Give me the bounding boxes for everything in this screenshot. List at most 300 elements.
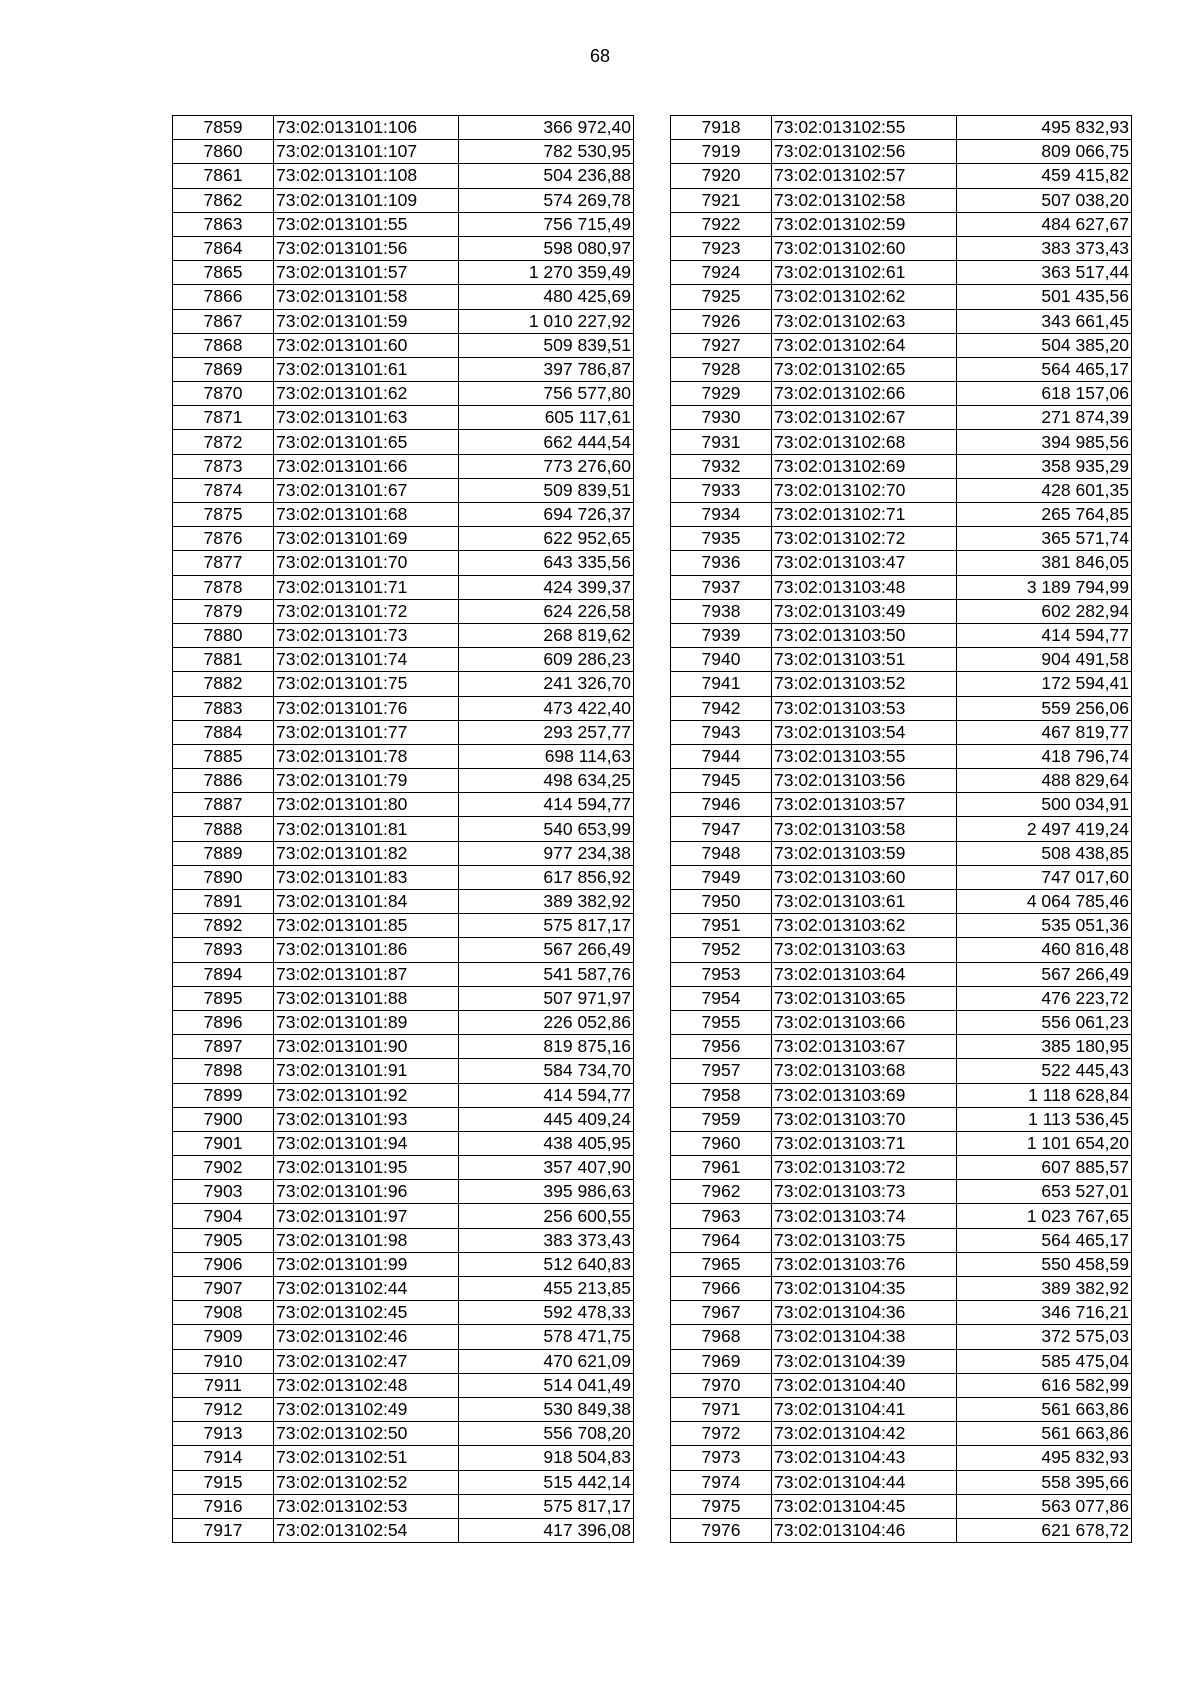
cadastral-number-cell: 73:02:013104:40 (772, 1373, 957, 1397)
cadastral-number-cell: 73:02:013101:83 (274, 865, 459, 889)
table-row (173, 1349, 634, 1373)
table-row (671, 116, 1132, 140)
table-row (173, 1107, 634, 1131)
cadastral-number-cell: 73:02:013102:68 (772, 430, 957, 454)
value-cell: 556 708,20 (459, 1422, 634, 1446)
value-cell: 609 286,23 (459, 648, 634, 672)
value-cell: 389 382,92 (957, 1277, 1132, 1301)
row-number-cell: 7920 (671, 164, 772, 188)
table-row (671, 454, 1132, 478)
row-number-cell: 7960 (671, 1131, 772, 1155)
table-row (173, 454, 634, 478)
value-cell: 507 971,97 (459, 986, 634, 1010)
table-row (173, 1446, 634, 1470)
table-row (173, 769, 634, 793)
cadastral-number-cell: 73:02:013101:56 (274, 236, 459, 260)
table-row (671, 744, 1132, 768)
value-cell: 904 491,58 (957, 648, 1132, 672)
cadastral-number-cell: 73:02:013101:67 (274, 478, 459, 502)
value-cell: 480 425,69 (459, 285, 634, 309)
cadastral-number-cell: 73:02:013102:53 (274, 1494, 459, 1518)
table-row (671, 793, 1132, 817)
cadastral-number-cell: 73:02:013104:46 (772, 1518, 957, 1542)
cadastral-number-cell: 73:02:013103:73 (772, 1180, 957, 1204)
row-number-cell: 7961 (671, 1156, 772, 1180)
table-row (671, 938, 1132, 962)
value-cell: 268 819,62 (459, 623, 634, 647)
value-cell: 500 034,91 (957, 793, 1132, 817)
cadastral-number-cell: 73:02:013102:62 (772, 285, 957, 309)
value-cell: 498 634,25 (459, 769, 634, 793)
value-cell: 592 478,33 (459, 1301, 634, 1325)
table-row (671, 1325, 1132, 1349)
row-number-cell: 7914 (173, 1446, 274, 1470)
table-row (173, 1228, 634, 1252)
table-row (173, 164, 634, 188)
row-number-cell: 7964 (671, 1228, 772, 1252)
value-cell: 585 475,04 (957, 1349, 1132, 1373)
value-cell: 653 527,01 (957, 1180, 1132, 1204)
value-cell: 564 465,17 (957, 357, 1132, 381)
value-cell: 809 066,75 (957, 140, 1132, 164)
value-cell: 473 422,40 (459, 696, 634, 720)
value-cell: 381 846,05 (957, 551, 1132, 575)
value-cell: 747 017,60 (957, 865, 1132, 889)
table-row (173, 1083, 634, 1107)
cadastral-number-cell: 73:02:013101:65 (274, 430, 459, 454)
cadastral-number-cell: 73:02:013101:55 (274, 212, 459, 236)
table-row (173, 212, 634, 236)
row-number-cell: 7916 (173, 1494, 274, 1518)
value-cell: 567 266,49 (459, 938, 634, 962)
row-number-cell: 7889 (173, 841, 274, 865)
row-number-cell: 7967 (671, 1301, 772, 1325)
table-row (173, 865, 634, 889)
cadastral-number-cell: 73:02:013103:70 (772, 1107, 957, 1131)
table-row (173, 623, 634, 647)
cadastral-number-cell: 73:02:013101:73 (274, 623, 459, 647)
value-cell: 621 678,72 (957, 1518, 1132, 1542)
cadastral-number-cell: 73:02:013103:59 (772, 841, 957, 865)
row-number-cell: 7921 (671, 188, 772, 212)
row-number-cell: 7873 (173, 454, 274, 478)
table-row (671, 769, 1132, 793)
value-cell: 559 256,06 (957, 696, 1132, 720)
value-cell: 756 715,49 (459, 212, 634, 236)
row-number-cell: 7907 (173, 1277, 274, 1301)
cadastral-number-cell: 73:02:013102:51 (274, 1446, 459, 1470)
cadastral-number-cell: 73:02:013103:75 (772, 1228, 957, 1252)
row-number-cell: 7882 (173, 672, 274, 696)
table-row (173, 1494, 634, 1518)
value-cell: 385 180,95 (957, 1035, 1132, 1059)
row-number-cell: 7870 (173, 382, 274, 406)
cadastral-number-cell: 73:02:013103:57 (772, 793, 957, 817)
cadastral-table-left (172, 115, 634, 1543)
table-row (671, 212, 1132, 236)
cadastral-number-cell: 73:02:013102:65 (772, 357, 957, 381)
value-cell: 605 117,61 (459, 406, 634, 430)
cadastral-number-cell: 73:02:013103:53 (772, 696, 957, 720)
row-number-cell: 7934 (671, 503, 772, 527)
row-number-cell: 7940 (671, 648, 772, 672)
table-row (173, 1397, 634, 1421)
cadastral-number-cell: 73:02:013101:96 (274, 1180, 459, 1204)
value-cell: 622 952,65 (459, 527, 634, 551)
table-row (173, 1059, 634, 1083)
cadastral-number-cell: 73:02:013102:66 (772, 382, 957, 406)
value-cell: 226 052,86 (459, 1010, 634, 1034)
cadastral-number-cell: 73:02:013103:49 (772, 599, 957, 623)
cadastral-number-cell: 73:02:013102:56 (772, 140, 957, 164)
cadastral-number-cell: 73:02:013104:38 (772, 1325, 957, 1349)
value-cell: 1 023 767,65 (957, 1204, 1132, 1228)
row-number-cell: 7904 (173, 1204, 274, 1228)
cadastral-number-cell: 73:02:013101:97 (274, 1204, 459, 1228)
row-number-cell: 7911 (173, 1373, 274, 1397)
row-number-cell: 7896 (173, 1010, 274, 1034)
value-cell: 417 396,08 (459, 1518, 634, 1542)
table-row (671, 309, 1132, 333)
table-row (173, 116, 634, 140)
table-row (173, 1156, 634, 1180)
table-row (671, 817, 1132, 841)
row-number-cell: 7947 (671, 817, 772, 841)
row-number-cell: 7881 (173, 648, 274, 672)
value-cell: 598 080,97 (459, 236, 634, 260)
table-row (671, 720, 1132, 744)
table-row (671, 382, 1132, 406)
row-number-cell: 7865 (173, 261, 274, 285)
row-number-cell: 7883 (173, 696, 274, 720)
value-cell: 698 114,63 (459, 744, 634, 768)
value-cell: 584 734,70 (459, 1059, 634, 1083)
table-row (173, 430, 634, 454)
cadastral-number-cell: 73:02:013103:58 (772, 817, 957, 841)
table-row (173, 1470, 634, 1494)
row-number-cell: 7948 (671, 841, 772, 865)
table-row (671, 1518, 1132, 1542)
cadastral-number-cell: 73:02:013102:67 (772, 406, 957, 430)
value-cell: 459 415,82 (957, 164, 1132, 188)
cadastral-number-cell: 73:02:013103:72 (772, 1156, 957, 1180)
value-cell: 694 726,37 (459, 503, 634, 527)
value-cell: 643 335,56 (459, 551, 634, 575)
row-number-cell: 7933 (671, 478, 772, 502)
value-cell: 256 600,55 (459, 1204, 634, 1228)
value-cell: 428 601,35 (957, 478, 1132, 502)
value-cell: 535 051,36 (957, 914, 1132, 938)
table-row (173, 1204, 634, 1228)
table-row (671, 1422, 1132, 1446)
table-row (173, 793, 634, 817)
row-number-cell: 7930 (671, 406, 772, 430)
row-number-cell: 7937 (671, 575, 772, 599)
row-number-cell: 7924 (671, 261, 772, 285)
table-row (671, 430, 1132, 454)
row-number-cell: 7925 (671, 285, 772, 309)
table-row (671, 1277, 1132, 1301)
cadastral-number-cell: 73:02:013101:81 (274, 817, 459, 841)
table-row (173, 357, 634, 381)
cadastral-number-cell: 73:02:013101:63 (274, 406, 459, 430)
value-cell: 541 587,76 (459, 962, 634, 986)
table-row (671, 575, 1132, 599)
value-cell: 265 764,85 (957, 503, 1132, 527)
value-cell: 467 819,77 (957, 720, 1132, 744)
cadastral-number-cell: 73:02:013103:66 (772, 1010, 957, 1034)
cadastral-number-cell: 73:02:013103:50 (772, 623, 957, 647)
row-number-cell: 7899 (173, 1083, 274, 1107)
row-number-cell: 7869 (173, 357, 274, 381)
value-cell: 1 010 227,92 (459, 309, 634, 333)
cadastral-number-cell: 73:02:013101:74 (274, 648, 459, 672)
row-number-cell: 7963 (671, 1204, 772, 1228)
value-cell: 460 816,48 (957, 938, 1132, 962)
table-row (671, 1228, 1132, 1252)
value-cell: 578 471,75 (459, 1325, 634, 1349)
table-row (671, 1059, 1132, 1083)
cadastral-number-cell: 73:02:013101:58 (274, 285, 459, 309)
cadastral-number-cell: 73:02:013104:35 (772, 1277, 957, 1301)
table-row (671, 1470, 1132, 1494)
cadastral-number-cell: 73:02:013101:80 (274, 793, 459, 817)
row-number-cell: 7946 (671, 793, 772, 817)
row-number-cell: 7943 (671, 720, 772, 744)
cadastral-number-cell: 73:02:013102:64 (772, 333, 957, 357)
cadastral-number-cell: 73:02:013104:42 (772, 1422, 957, 1446)
row-number-cell: 7962 (671, 1180, 772, 1204)
cadastral-number-cell: 73:02:013102:46 (274, 1325, 459, 1349)
row-number-cell: 7866 (173, 285, 274, 309)
table-row (173, 551, 634, 575)
value-cell: 363 517,44 (957, 261, 1132, 285)
row-number-cell: 7952 (671, 938, 772, 962)
value-cell: 488 829,64 (957, 769, 1132, 793)
value-cell: 438 405,95 (459, 1131, 634, 1155)
cadastral-number-cell: 73:02:013102:63 (772, 309, 957, 333)
row-number-cell: 7892 (173, 914, 274, 938)
row-number-cell: 7974 (671, 1470, 772, 1494)
row-number-cell: 7895 (173, 986, 274, 1010)
row-number-cell: 7915 (173, 1470, 274, 1494)
value-cell: 918 504,83 (459, 1446, 634, 1470)
value-cell: 509 839,51 (459, 478, 634, 502)
row-number-cell: 7919 (671, 140, 772, 164)
value-cell: 819 875,16 (459, 1035, 634, 1059)
cadastral-number-cell: 73:02:013101:71 (274, 575, 459, 599)
row-number-cell: 7966 (671, 1277, 772, 1301)
table-row (671, 261, 1132, 285)
cadastral-number-cell: 73:02:013101:89 (274, 1010, 459, 1034)
value-cell: 1 113 536,45 (957, 1107, 1132, 1131)
table-row (173, 938, 634, 962)
row-number-cell: 7971 (671, 1397, 772, 1421)
value-cell: 773 276,60 (459, 454, 634, 478)
row-number-cell: 7950 (671, 890, 772, 914)
row-number-cell: 7929 (671, 382, 772, 406)
row-number-cell: 7935 (671, 527, 772, 551)
value-cell: 1 101 654,20 (957, 1131, 1132, 1155)
row-number-cell: 7880 (173, 623, 274, 647)
value-cell: 977 234,38 (459, 841, 634, 865)
value-cell: 172 594,41 (957, 672, 1132, 696)
row-number-cell: 7959 (671, 1107, 772, 1131)
table-row (671, 1035, 1132, 1059)
table-row (671, 1252, 1132, 1276)
value-cell: 504 385,20 (957, 333, 1132, 357)
cadastral-number-cell: 73:02:013103:63 (772, 938, 957, 962)
cadastral-number-cell: 73:02:013104:44 (772, 1470, 957, 1494)
row-number-cell: 7949 (671, 865, 772, 889)
table-row (173, 696, 634, 720)
table-row (671, 648, 1132, 672)
table-row (173, 188, 634, 212)
cadastral-number-cell: 73:02:013102:54 (274, 1518, 459, 1542)
value-cell: 556 061,23 (957, 1010, 1132, 1034)
row-number-cell: 7884 (173, 720, 274, 744)
row-number-cell: 7931 (671, 430, 772, 454)
row-number-cell: 7958 (671, 1083, 772, 1107)
row-number-cell: 7927 (671, 333, 772, 357)
cadastral-number-cell: 73:02:013102:72 (772, 527, 957, 551)
cadastral-number-cell: 73:02:013103:76 (772, 1252, 957, 1276)
cadastral-number-cell: 73:02:013103:64 (772, 962, 957, 986)
value-cell: 509 839,51 (459, 333, 634, 357)
table-row (671, 1010, 1132, 1034)
row-number-cell: 7913 (173, 1422, 274, 1446)
table-row (173, 890, 634, 914)
table-row (671, 841, 1132, 865)
cadastral-number-cell: 73:02:013102:48 (274, 1373, 459, 1397)
row-number-cell: 7905 (173, 1228, 274, 1252)
value-cell: 624 226,58 (459, 599, 634, 623)
cadastral-number-cell: 73:02:013103:69 (772, 1083, 957, 1107)
row-number-cell: 7972 (671, 1422, 772, 1446)
table-row (671, 1446, 1132, 1470)
table-row (671, 188, 1132, 212)
cadastral-number-cell: 73:02:013101:90 (274, 1035, 459, 1059)
row-number-cell: 7877 (173, 551, 274, 575)
value-cell: 607 885,57 (957, 1156, 1132, 1180)
cadastral-number-cell: 73:02:013102:58 (772, 188, 957, 212)
row-number-cell: 7876 (173, 527, 274, 551)
value-cell: 424 399,37 (459, 575, 634, 599)
value-cell: 501 435,56 (957, 285, 1132, 309)
row-number-cell: 7910 (173, 1349, 274, 1373)
value-cell: 618 157,06 (957, 382, 1132, 406)
cadastral-number-cell: 73:02:013101:75 (274, 672, 459, 696)
value-cell: 418 796,74 (957, 744, 1132, 768)
table-row (173, 1518, 634, 1542)
table-row (671, 962, 1132, 986)
cadastral-number-cell: 73:02:013101:99 (274, 1252, 459, 1276)
value-cell: 561 663,86 (957, 1422, 1132, 1446)
value-cell: 617 856,92 (459, 865, 634, 889)
table-row (671, 236, 1132, 260)
cadastral-number-cell: 73:02:013103:65 (772, 986, 957, 1010)
value-cell: 1 118 628,84 (957, 1083, 1132, 1107)
table-row (173, 527, 634, 551)
table-row (173, 406, 634, 430)
value-cell: 389 382,92 (459, 890, 634, 914)
cadastral-number-cell: 73:02:013103:67 (772, 1035, 957, 1059)
cadastral-number-cell: 73:02:013101:106 (274, 116, 459, 140)
value-cell: 782 530,95 (459, 140, 634, 164)
cadastral-number-cell: 73:02:013103:56 (772, 769, 957, 793)
value-cell: 372 575,03 (957, 1325, 1132, 1349)
value-cell: 662 444,54 (459, 430, 634, 454)
table-row (671, 1373, 1132, 1397)
cadastral-number-cell: 73:02:013104:41 (772, 1397, 957, 1421)
row-number-cell: 7898 (173, 1059, 274, 1083)
cadastral-number-cell: 73:02:013101:59 (274, 309, 459, 333)
row-number-cell: 7918 (671, 116, 772, 140)
table-row (173, 575, 634, 599)
table-row (671, 986, 1132, 1010)
row-number-cell: 7941 (671, 672, 772, 696)
table-row (671, 140, 1132, 164)
cadastral-number-cell: 73:02:013101:88 (274, 986, 459, 1010)
table-row (173, 744, 634, 768)
cadastral-number-cell: 73:02:013101:107 (274, 140, 459, 164)
row-number-cell: 7968 (671, 1325, 772, 1349)
cadastral-number-cell: 73:02:013102:59 (772, 212, 957, 236)
value-cell: 602 282,94 (957, 599, 1132, 623)
row-number-cell: 7932 (671, 454, 772, 478)
cadastral-number-cell: 73:02:013102:70 (772, 478, 957, 502)
row-number-cell: 7901 (173, 1131, 274, 1155)
cadastral-number-cell: 73:02:013102:61 (772, 261, 957, 285)
table-row (173, 1252, 634, 1276)
table-row (173, 309, 634, 333)
table-row (173, 1035, 634, 1059)
cadastral-table-right (670, 115, 1132, 1543)
table-row (173, 503, 634, 527)
table-row (671, 1083, 1132, 1107)
row-number-cell: 7874 (173, 478, 274, 502)
cadastral-number-cell: 73:02:013103:52 (772, 672, 957, 696)
value-cell: 476 223,72 (957, 986, 1132, 1010)
cadastral-number-cell: 73:02:013101:93 (274, 1107, 459, 1131)
row-number-cell: 7942 (671, 696, 772, 720)
row-number-cell: 7917 (173, 1518, 274, 1542)
row-number-cell: 7862 (173, 188, 274, 212)
row-number-cell: 7878 (173, 575, 274, 599)
table-row (671, 672, 1132, 696)
value-cell: 358 935,29 (957, 454, 1132, 478)
row-number-cell: 7885 (173, 744, 274, 768)
row-number-cell: 7871 (173, 406, 274, 430)
value-cell: 495 832,93 (957, 116, 1132, 140)
value-cell: 470 621,09 (459, 1349, 634, 1373)
cadastral-number-cell: 73:02:013101:60 (274, 333, 459, 357)
table-row (173, 672, 634, 696)
value-cell: 2 497 419,24 (957, 817, 1132, 841)
value-cell: 575 817,17 (459, 1494, 634, 1518)
table-row (671, 285, 1132, 309)
row-number-cell: 7893 (173, 938, 274, 962)
cadastral-number-cell: 73:02:013103:74 (772, 1204, 957, 1228)
cadastral-number-cell: 73:02:013104:39 (772, 1349, 957, 1373)
value-cell: 383 373,43 (459, 1228, 634, 1252)
row-number-cell: 7956 (671, 1035, 772, 1059)
table-row (173, 1373, 634, 1397)
row-number-cell: 7897 (173, 1035, 274, 1059)
value-cell: 3 189 794,99 (957, 575, 1132, 599)
cadastral-number-cell: 73:02:013101:77 (274, 720, 459, 744)
cadastral-number-cell: 73:02:013101:57 (274, 261, 459, 285)
